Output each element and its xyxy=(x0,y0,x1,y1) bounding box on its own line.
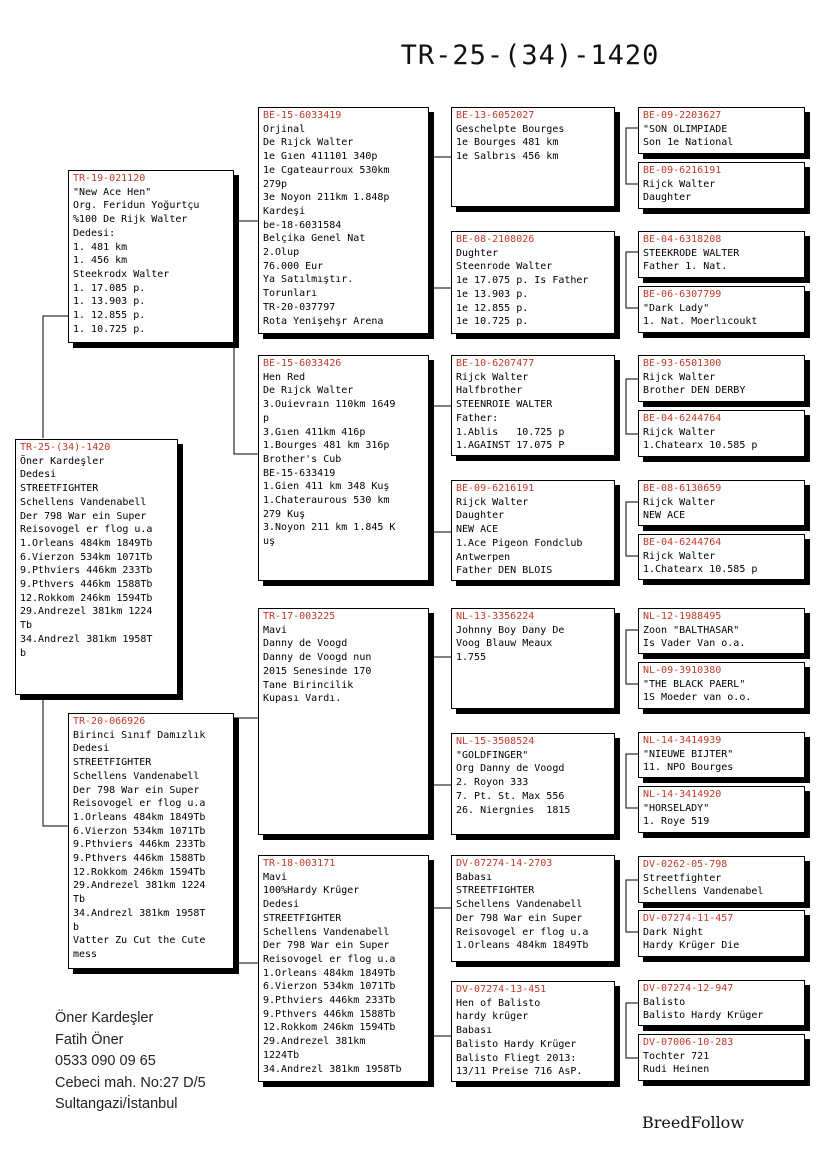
card-line: Dedesi: xyxy=(73,227,116,239)
card-line: Ya Satılmıştır. xyxy=(263,274,354,286)
card-line: 6.Vierzon 534km 1071Tb xyxy=(73,825,206,837)
card-line: Daughter xyxy=(456,510,505,522)
pedigree-card-ssd[interactable] xyxy=(451,231,615,334)
ring-number: BE-10-6207477 xyxy=(456,358,535,369)
card-line: Babası xyxy=(456,1025,493,1037)
card-line: Kupası Vardı. xyxy=(263,693,342,705)
pedigree-card-g5[interactable] xyxy=(638,355,805,402)
card-line: 1.Chateraurous 530 km xyxy=(263,495,390,507)
ring-number: DV-07274-14-2703 xyxy=(456,858,553,869)
card-line: 1.Bourges 481 km 316p xyxy=(263,440,390,452)
pedigree-card-sire-dam[interactable] xyxy=(258,355,429,581)
card-line: Steenrode Walter xyxy=(456,261,553,273)
card-line: Father DEN BLOIS xyxy=(456,565,553,577)
card-line: 6.Vierzon 534km 1071Tb xyxy=(263,981,396,993)
card-line: 1.Gien 411 km 348 Kuş xyxy=(263,481,390,493)
card-line: 76.000 Eur xyxy=(263,260,324,272)
card-line: 1224Tb xyxy=(263,1049,300,1061)
card-line: STREETFIGHTER xyxy=(73,757,152,769)
card-line: Reisovogel er flog u.a xyxy=(73,798,206,810)
card-line: 100%Hardy Krüger xyxy=(263,885,360,897)
card-line: 9.Pthvers 446km 1588Tb xyxy=(263,1008,396,1020)
card-line: Reisovogel er flog u.a xyxy=(263,953,396,965)
card-line: 1e Gıen 411101 340p xyxy=(263,151,378,163)
card-line: 1.Orleans 484km 1849Tb xyxy=(263,967,396,979)
card-line: 1S Moeder van o.o. xyxy=(643,692,752,703)
card-line: b xyxy=(20,647,27,659)
card-line: Org. Feridun Yoğurtçu xyxy=(73,200,200,212)
ring-number: DV-0262-05-798 xyxy=(643,859,728,870)
card-line: 1.Orleans 484km 1849Tb xyxy=(456,940,589,952)
card-line: Rijck Walter xyxy=(456,371,529,383)
card-line: TR-20-037797 xyxy=(263,301,336,313)
ring-number: BE-13-6052027 xyxy=(456,110,535,121)
pedigree-card-g8[interactable] xyxy=(638,534,805,580)
card-line: Torunları xyxy=(263,288,318,300)
card-line: 1. 12.855 p. xyxy=(73,310,146,322)
card-line: Reisovogel er flog u.a xyxy=(456,926,589,938)
card-line: 34.Andrezl 381km 1958Tb xyxy=(263,1063,402,1075)
card-line: Orjinal xyxy=(263,123,306,135)
ring-number: BE-06-6307799 xyxy=(643,289,722,300)
ring-number: TR-20-066926 xyxy=(73,716,146,727)
pedigree-card-dss[interactable] xyxy=(451,608,615,709)
card-line: 3.Noyon 211 km 1.845 K xyxy=(263,522,396,534)
card-line: 1e 12.855 p. xyxy=(456,302,529,314)
card-line: 2015 Senesinde 170 xyxy=(263,665,372,677)
ring-number: BE-08-2108026 xyxy=(456,234,535,245)
card-line: Zoon "BALTHASAR" xyxy=(643,624,740,636)
ring-number: BE-09-6216191 xyxy=(456,483,535,494)
card-line: 9.Pthviers 446km 233Tb xyxy=(263,995,396,1007)
card-line: 9.Pthviers 446km 233Tb xyxy=(20,565,153,577)
card-line: 1e Salbrıs 456 km xyxy=(456,151,559,163)
card-line: Reisovogel er flog u.a xyxy=(20,524,153,536)
pedigree-card-sss[interactable] xyxy=(451,107,615,207)
pedigree-card-g16[interactable] xyxy=(638,1034,805,1081)
card-line: 1. 13.903 p. xyxy=(73,296,146,308)
card-line: uş xyxy=(263,536,276,548)
ring-number: DV-07006-10-283 xyxy=(643,1037,734,1048)
ring-number: DV-07274-12-947 xyxy=(643,983,734,994)
card-line: Rudi Heinen xyxy=(643,1064,710,1075)
pedigree-card-dsd[interactable] xyxy=(451,733,615,835)
card-line: Dedesi xyxy=(20,469,57,481)
pedigree-card-g15[interactable] xyxy=(638,980,805,1026)
pedigree-card-g4[interactable] xyxy=(638,286,805,333)
card-line: 9.Pthviers 446km 233Tb xyxy=(73,839,206,851)
card-line: 12.Rokkom 246km 1594Tb xyxy=(73,866,206,878)
card-line: Balisto Hardy Krüger xyxy=(456,1038,577,1050)
card-line: "GOLDFINGER" xyxy=(456,749,529,761)
ring-number: BE-15-6033426 xyxy=(263,358,342,369)
card-line: Daughter xyxy=(643,192,692,203)
ring-number: NL-14-3414939 xyxy=(643,735,722,746)
owner-name: Öner Kardeşler xyxy=(55,1010,154,1026)
card-line: 29.Andrezel 381km 1224 xyxy=(73,880,206,892)
card-line: Der 798 War ein Super xyxy=(20,510,147,522)
owner-phone: 0533 090 09 65 xyxy=(55,1053,156,1069)
card-line: 279 Kuş xyxy=(263,508,306,520)
card-line: Johnny Boy Dany De xyxy=(456,624,565,636)
card-line: STREETFIGHTER xyxy=(456,885,535,897)
card-line: 1.Orleans 484km 1849Tb xyxy=(73,811,206,823)
pedigree-card-sire-sire[interactable] xyxy=(258,107,429,334)
owner-contact xyxy=(55,1008,206,1116)
ring-number: NL-12-1988495 xyxy=(643,611,722,622)
pedigree-card-sdd[interactable] xyxy=(451,480,615,581)
card-line: Tane Birincilik xyxy=(263,679,354,691)
card-line: p xyxy=(263,412,270,424)
ring-number: NL-15-3508524 xyxy=(456,736,535,747)
card-line: Danny de Voogd nun xyxy=(263,652,372,664)
card-line: Mavi xyxy=(263,624,288,636)
card-line: De Rıjck Walter xyxy=(263,137,354,149)
owner-person: Fatih Öner xyxy=(55,1031,124,1048)
card-line: Dughter xyxy=(456,247,499,259)
ring-number: BE-15-6033419 xyxy=(263,110,342,121)
card-line: Hen Red xyxy=(263,371,306,383)
ring-number: TR-19-021120 xyxy=(73,173,146,184)
card-line: 1. 17.085 p. xyxy=(73,282,146,294)
card-line: Der 798 War ein Super xyxy=(456,912,583,924)
card-line: STREETFIGHTER xyxy=(20,483,99,495)
pedigree-card-g11[interactable] xyxy=(638,732,805,778)
card-line: Schellens Vandenabell xyxy=(263,926,390,938)
card-line: Rijck Walter xyxy=(643,426,716,438)
card-line: 29.Andrezel 381km xyxy=(263,1036,366,1048)
card-line: Rota Yenişehşr Arena xyxy=(263,315,384,327)
card-line: NEW ACE xyxy=(456,524,499,536)
card-line: "HORSELADY" xyxy=(643,802,710,814)
card-line: Öner Kardeşler xyxy=(20,455,105,467)
pedigree-card-dam-dam[interactable] xyxy=(258,855,429,1082)
card-line: 279p xyxy=(263,178,288,190)
card-line: 1.Chatearx 10.585 p xyxy=(643,564,758,575)
card-line: 1.AGAINST 17.075 P xyxy=(456,440,565,452)
ring-number: NL-14-3414920 xyxy=(643,789,722,800)
card-line: Schellens Vandenabell xyxy=(456,899,583,911)
card-line: 1e Bourges 481 km xyxy=(456,137,559,149)
ring-number: NL-13-3356224 xyxy=(456,611,535,622)
pedigree-card-g1[interactable] xyxy=(638,107,805,154)
card-line: 1e 17.075 p. Is Father xyxy=(456,275,589,287)
card-line: Is Vader Van o.a. xyxy=(643,638,746,649)
pedigree-card-ddd[interactable] xyxy=(451,981,615,1082)
card-line: "NIEUWE BIJTER" xyxy=(643,748,734,760)
owner-city: Sultangazi/İstanbul xyxy=(55,1096,178,1112)
card-line: NEW ACE xyxy=(643,510,686,521)
card-line: Danny de Voogd xyxy=(263,638,348,650)
card-line: Der 798 War ein Super xyxy=(73,784,200,796)
ring-number: DV-07274-13-451 xyxy=(456,984,547,995)
pedigree-card-g9[interactable] xyxy=(638,608,805,654)
card-line: 12.Rokkom 246km 1594Tb xyxy=(20,592,153,604)
card-line: 1.Ace Pigeon Fondclub xyxy=(456,537,583,549)
card-line: Birinci Sınıf Damızlık xyxy=(73,729,206,741)
card-line: STEENROIE WALTER xyxy=(456,399,553,411)
card-line: Mavi xyxy=(263,871,288,883)
card-line: 34.Andrezl 381km 1958T xyxy=(73,907,206,919)
card-line: 1. Roye 519 xyxy=(643,816,710,827)
card-line: Babası xyxy=(456,871,493,883)
card-line: Schellens Vandenabel xyxy=(643,886,764,897)
card-line: 1.Chatearx 10.585 p xyxy=(643,440,758,451)
card-line: 2.Olup xyxy=(263,247,300,259)
pedigree-card-subject[interactable] xyxy=(15,439,178,695)
card-line: 3.Gıen 411km 416p xyxy=(263,426,366,438)
card-line: 1. 481 km xyxy=(73,241,128,253)
card-line: 1.Orleans 484km 1849Tb xyxy=(20,537,153,549)
pedigree-card-dds[interactable] xyxy=(451,855,615,962)
pedigree-card-dam[interactable] xyxy=(68,713,234,969)
card-line: 29.Andrezel 381km 1224 xyxy=(20,606,153,618)
card-line: 9.Pthvers 446km 1588Tb xyxy=(73,853,206,865)
card-line: 2. Royon 333 xyxy=(456,777,529,789)
card-line: Father 1. Nat. xyxy=(643,261,728,272)
card-line: 13/11 Preise 716 AsP. xyxy=(456,1066,583,1078)
pedigree-card-g12[interactable] xyxy=(638,786,805,833)
ring-number: TR-18-003171 xyxy=(263,858,336,869)
card-line: Kardeşi xyxy=(263,205,306,217)
card-line: 7. Pt. St. Max 556 xyxy=(456,790,565,802)
card-line: Hardy Krüger Die xyxy=(643,940,740,951)
card-line: mess xyxy=(73,948,98,960)
pedigree-card-g2[interactable] xyxy=(638,162,805,209)
card-line: Voog Blauw Meaux xyxy=(456,638,553,650)
card-line: BE-15-633419 xyxy=(263,467,336,479)
card-line: Antwerpen xyxy=(456,551,511,563)
card-line: Tb xyxy=(20,620,33,632)
card-line: "Dark Lady" xyxy=(643,302,710,314)
card-line: Dedesi xyxy=(263,899,300,911)
ring-number: BE-93-6501300 xyxy=(643,358,722,369)
card-line: Rijck Walter xyxy=(643,496,716,508)
owner-address: Cebeci mah. No:27 D/5 xyxy=(55,1074,206,1091)
card-line: Tb xyxy=(73,894,86,906)
card-line: "SON OLIMPIADE xyxy=(643,123,728,135)
pedigree-card-g3[interactable] xyxy=(638,231,805,278)
card-line: Rijck Walter xyxy=(643,550,716,562)
card-line: Belçika Genel Nat xyxy=(263,233,366,245)
card-line: 12.Rokkom 246km 1594Tb xyxy=(263,1022,396,1034)
card-line: Geschelpte Bourges xyxy=(456,123,565,135)
card-line: 1e Cgateaurroux 530km xyxy=(263,164,390,176)
card-line: 26. Niergnies 1815 xyxy=(456,804,571,816)
card-line: 1. Nat. Moerlıcoukt xyxy=(643,316,758,327)
card-line: Rijck Walter xyxy=(456,496,529,508)
ring-number: NL-09-3910380 xyxy=(643,665,722,676)
card-line: 1. 456 km xyxy=(73,255,128,267)
card-line: 1.Ablis 10.725 p xyxy=(456,426,565,438)
pedigree-card-sds[interactable] xyxy=(451,355,615,456)
ring-number: BE-04-6244764 xyxy=(643,413,722,424)
card-line: Vatter Zu Cut the Cute xyxy=(73,935,206,947)
card-line: b xyxy=(73,921,80,933)
pedigree-title: TR-25-(34)-1420 xyxy=(400,40,660,71)
ring-number: TR-25-(34)-1420 xyxy=(20,442,111,453)
card-line: Halfbrother xyxy=(456,385,523,397)
card-line: 1e 10.725 p. xyxy=(456,316,529,328)
pedigree-card-g13[interactable] xyxy=(638,856,805,903)
card-line: Steekrodx Walter xyxy=(73,268,170,280)
card-line: Schellens Vandenabell xyxy=(20,496,147,508)
card-line: Brother DEN DERBY xyxy=(643,385,746,396)
card-line: 1. 10.725 p. xyxy=(73,323,146,335)
card-line: Rijck Walter xyxy=(643,178,716,190)
ring-number: BE-08-6130659 xyxy=(643,483,722,494)
ring-number: DV-07274-11-457 xyxy=(643,913,734,924)
card-line: Schellens Vandenabell xyxy=(73,770,200,782)
card-line: Son 1e National xyxy=(643,137,734,148)
card-line: be-18-6031584 xyxy=(263,219,342,231)
card-line: 1e 13.903 p. xyxy=(456,288,529,300)
card-line: Dark Night xyxy=(643,926,704,938)
card-line: "THE BLACK PAERL" xyxy=(643,678,746,690)
card-line: 9.Pthvers 446km 1588Tb xyxy=(20,579,153,591)
pedigree-card-dam-sire[interactable] xyxy=(258,608,429,835)
card-line: Father: xyxy=(456,412,499,424)
card-line: De Rıjck Walter xyxy=(263,385,354,397)
ring-number: BE-04-6318208 xyxy=(643,234,722,245)
card-line: Rijck Walter xyxy=(643,371,716,383)
card-line: 34.Andrezl 381km 1958T xyxy=(20,633,153,645)
card-line: 6.Vierzon 534km 1071Tb xyxy=(20,551,153,563)
card-line: Brother's Cub xyxy=(263,453,342,465)
card-line: 1.755 xyxy=(456,652,487,664)
pedigree-card-g10[interactable] xyxy=(638,662,805,709)
card-line: 3e Noyon 211km 1.848p xyxy=(263,192,390,204)
card-line: Balisto xyxy=(643,996,686,1008)
pedigree-card-g14[interactable] xyxy=(638,910,805,957)
card-line: Balisto Fliegt 2013: xyxy=(456,1052,577,1064)
ring-number: BE-04-6244764 xyxy=(643,537,722,548)
card-line: Dedesi xyxy=(73,743,110,755)
card-line: Streetfighter xyxy=(643,872,722,884)
card-line: Balisto Hardy Krüger xyxy=(643,1010,764,1021)
ring-number: BE-09-2203627 xyxy=(643,110,722,121)
card-line: Hen of Balisto xyxy=(456,997,541,1009)
card-line: Org Danny de Voogd xyxy=(456,763,565,775)
pedigree-card-sire[interactable] xyxy=(68,170,234,343)
card-line: STEEKRODE WALTER xyxy=(643,247,740,259)
card-line: STREETFIGHTER xyxy=(263,912,342,924)
card-line: 11. NPO Bourges xyxy=(643,762,734,773)
card-line: Tochter 721 xyxy=(643,1050,710,1062)
card-line: Der 798 War ein Super xyxy=(263,940,390,952)
ring-number: BE-09-6216191 xyxy=(643,165,722,176)
card-line: %100 De Rijk Walter xyxy=(73,214,188,226)
pedigree-card-g6[interactable] xyxy=(638,410,805,457)
ring-number: TR-17-003225 xyxy=(263,611,336,622)
card-line: hardy krüger xyxy=(456,1011,529,1023)
pedigree-card-g7[interactable] xyxy=(638,480,805,526)
card-line: 3.Ouievraın 110km 1649 xyxy=(263,399,396,411)
brand-name: BreedFollow xyxy=(642,1113,745,1132)
card-line: "New Ace Hen" xyxy=(73,186,152,198)
